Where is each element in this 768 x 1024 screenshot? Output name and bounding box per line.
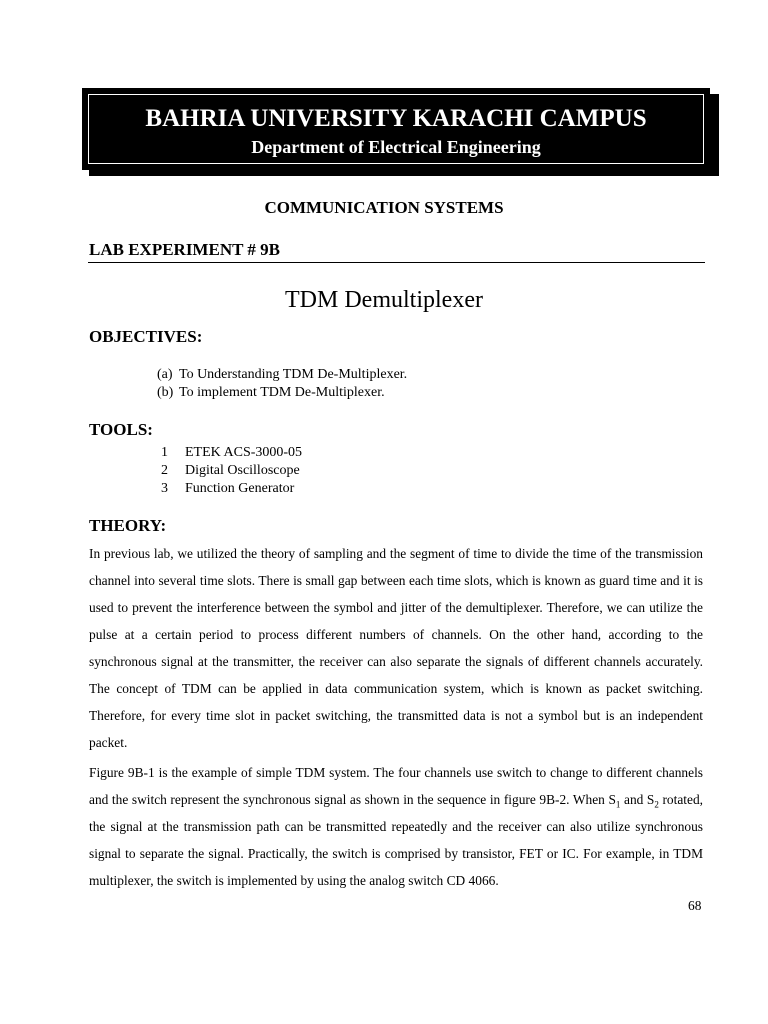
theory-paragraph-2 [89,759,703,894]
subscript: 2 [654,799,659,810]
list-item-text: To implement TDM De-Multiplexer. [179,385,385,400]
list-item [157,384,407,402]
department-name: Department of Electrical Engineering [251,137,541,157]
paragraph-text: Figure 9B-1 is the example of simple TDM system. The four channels use switch to change to different channels and the switch represent the synchronous signal as shown in the sequence in figure 9B-2. When S [89,765,703,807]
page-number: 68 [688,898,702,913]
university-header [82,88,710,170]
list-item-text: ETEK ACS-3000-05 [185,445,303,460]
tools-heading: TOOLS: [89,420,153,439]
paragraph-text: rotated, the signal at the transmission path can be transmitted repeatedly and the receiver can also utilize synchronous signal to separate the signal. Practically, the switch is comprised by transistor, FET or IC. For example, in TDM multiplexer, the switch is implemented by using the analog switch CD 4066. [89,792,703,888]
document-title: TDM Demultiplexer [285,287,483,313]
list-number: 3 [161,481,168,496]
list-number: 2 [161,463,168,478]
list-item-text: To Understanding TDM De-Multiplexer. [179,367,408,382]
list-item [161,462,302,480]
list-number: 1 [161,445,168,460]
lab-experiment-number: LAB EXPERIMENT # 9B [89,240,280,259]
list-marker: (a) [157,367,173,382]
objectives-list [157,366,407,402]
subscript: 1 [615,799,621,810]
objectives-heading: OBJECTIVES: [89,327,203,346]
course-title: COMMUNICATION SYSTEMS [264,198,504,217]
list-item [161,480,302,498]
list-item-text: Digital Oscilloscope [185,463,300,478]
theory-heading: THEORY: [89,516,167,535]
list-item [157,366,407,384]
list-item-text: Function Generator [185,481,295,496]
divider-line [88,262,705,263]
university-name: BAHRIA UNIVERSITY KARACHI CAMPUS [145,105,647,132]
list-marker: (b) [157,385,174,400]
paragraph-text: and S [620,792,655,807]
list-item [161,444,302,462]
theory-paragraph-1: In previous lab, we utilized the theory of sampling and the segment of time to divide the time of the transmission channel into several time slots. There is small gap between each time slots, which is known as guard time and it is used to prevent the interference between the symbol and jitter of the demultiplexer. Therefore, we can utilize the pulse at a certain period to process different numbers of channels. On the other hand, according to the synchronous signal at the transmitter, the receiver can also separate the signals of different channels accurately. The concept of TDM can be applied in data communication system, which is known as packet switching. Therefore, for every time slot in packet switching, the transmitted data is not a symbol but is an independent packet. [89,546,703,750]
tools-list [161,444,302,498]
